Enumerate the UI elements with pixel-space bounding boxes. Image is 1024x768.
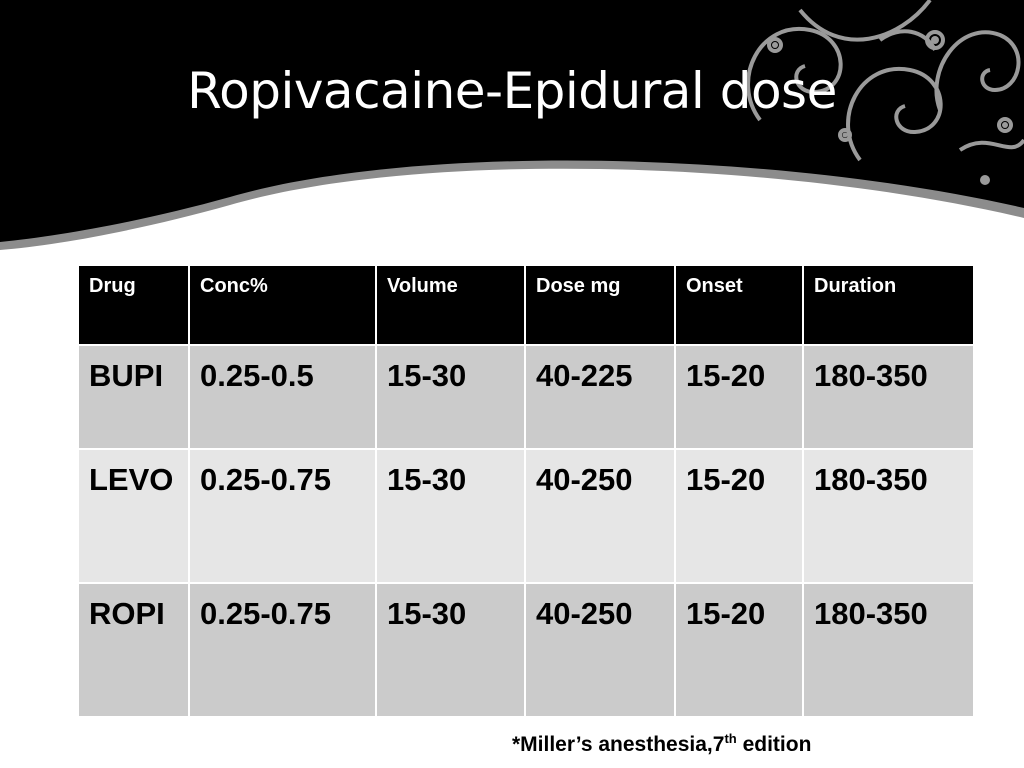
cell-volume: 15-30: [376, 449, 525, 583]
cell-volume: 15-30: [376, 345, 525, 449]
slide-title: Ropivacaine-Epidural dose: [187, 62, 837, 120]
cell-volume: 15-30: [376, 583, 525, 717]
cell-conc: 0.25-0.75: [189, 583, 376, 717]
cell-onset: 15-20: [675, 583, 803, 717]
table-row: [78, 345, 974, 449]
cell-dose: 40-225: [525, 345, 675, 449]
cell-dose: 40-250: [525, 449, 675, 583]
citation-prefix: *Miller’s anesthesia,7: [512, 733, 725, 756]
dose-table: [77, 264, 975, 718]
banner-fill: [0, 0, 1024, 242]
column-header-duration: Duration: [803, 265, 974, 345]
column-header-volume: Volume: [376, 265, 525, 345]
table-header-row: [78, 265, 974, 345]
column-header-onset: Onset: [675, 265, 803, 345]
table-row: [78, 583, 974, 717]
cell-drug: BUPI: [78, 345, 189, 449]
cell-onset: 15-20: [675, 449, 803, 583]
cell-drug: LEVO: [78, 449, 189, 583]
cell-duration: 180-350: [803, 345, 974, 449]
cell-dose: 40-250: [525, 583, 675, 717]
citation-superscript: th: [724, 731, 737, 746]
column-header-dose: Dose mg: [525, 265, 675, 345]
citation-suffix: edition: [736, 733, 812, 756]
column-header-conc: Conc%: [189, 265, 376, 345]
cell-duration: 180-350: [803, 449, 974, 583]
cell-conc: 0.25-0.5: [189, 345, 376, 449]
cell-drug: ROPI: [78, 583, 189, 717]
citation-footnote: [512, 733, 811, 757]
title-banner: [0, 0, 1024, 260]
cell-onset: 15-20: [675, 345, 803, 449]
table-row: [78, 449, 974, 583]
cell-duration: 180-350: [803, 583, 974, 717]
column-header-drug: Drug: [78, 265, 189, 345]
cell-conc: 0.25-0.75: [189, 449, 376, 583]
